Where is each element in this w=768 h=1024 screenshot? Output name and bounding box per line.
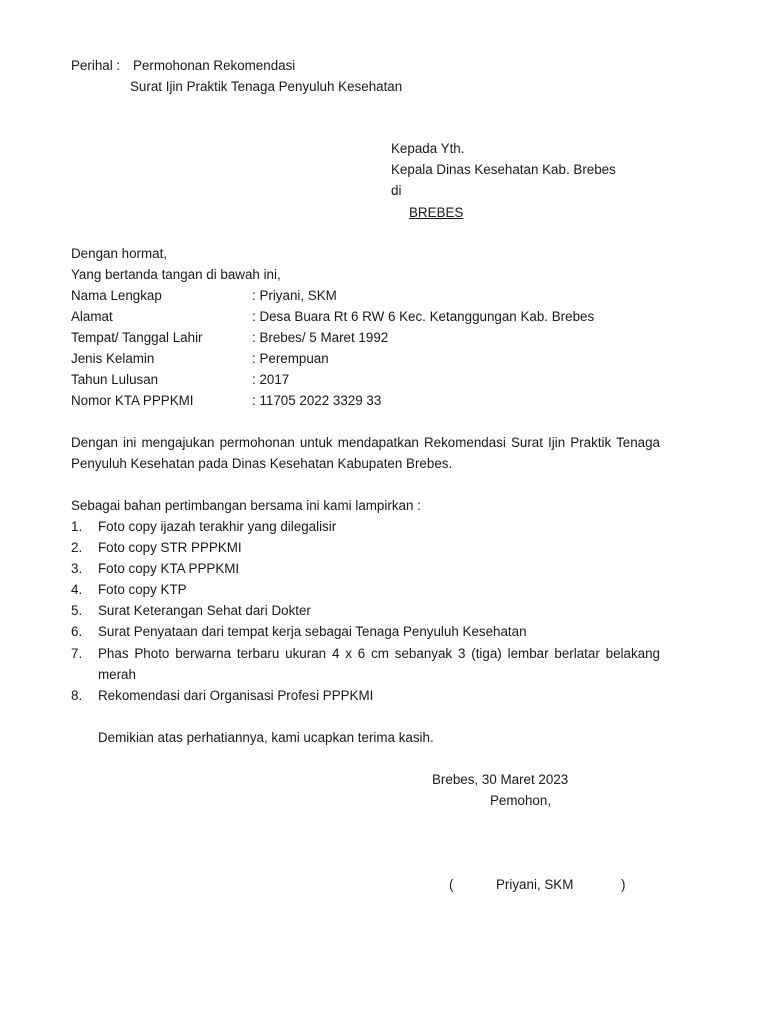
list-item-number: 7.	[71, 646, 83, 661]
identity-row-birth	[71, 327, 671, 348]
identity-label: Nomor KTA PPPKMI	[71, 393, 194, 408]
signature-name: Priyani, SKM	[496, 877, 574, 892]
list-item-number: 3.	[71, 561, 83, 576]
identity-row-gender	[71, 348, 671, 369]
greeting: Dengan hormat,	[71, 246, 168, 261]
identity-row-kta	[71, 390, 671, 411]
list-item-number: 2.	[71, 540, 83, 555]
signature-close-paren: )	[621, 877, 626, 892]
list-item-text: Foto copy ijazah terakhir yang dilegalisir	[98, 519, 337, 534]
identity-label: Nama Lengkap	[71, 288, 162, 303]
identity-value: : Brebes/ 5 Maret 1992	[252, 330, 389, 345]
identity-value: : Perempuan	[252, 351, 329, 366]
list-item-text: Foto copy KTP	[98, 582, 187, 597]
identity-value: : 11705 2022 3329 33	[252, 393, 382, 408]
subject-line-2: Surat Ijin Praktik Tenaga Penyuluh Kesehatan	[130, 79, 403, 94]
subject-line-1: Permohonan Rekomendasi	[133, 58, 296, 73]
request-paragraph: Dengan ini mengajukan permohonan untuk mendapatkan Rekomendasi Surat Ijin Praktik Tenaga Penyuluh Kesehatan pada Dinas Kesehatan Kabupaten Brebes.	[71, 435, 660, 471]
identity-label: Tempat/ Tanggal Lahir	[71, 330, 203, 345]
list-item-number: 8.	[71, 688, 83, 703]
signature-place-date: Brebes, 30 Maret 2023	[432, 772, 569, 787]
list-item-text: Phas Photo berwarna terbaru ukuran 4 x 6 cm sebanyak 3 (tiga) lembar berlatar belakang merah	[98, 646, 660, 682]
list-item-number: 6.	[71, 624, 83, 639]
signature-role: Pemohon,	[490, 793, 552, 808]
list-item-number: 4.	[71, 582, 83, 597]
recipient-line-1: Kepada Yth.	[391, 141, 465, 156]
recipient-line-2: Kepala Dinas Kesehatan Kab. Brebes	[391, 162, 616, 177]
attachments-intro: Sebagai bahan pertimbangan bersama ini kami lampirkan :	[71, 498, 421, 513]
list-item-text: Foto copy STR PPPKMI	[98, 540, 242, 555]
identity-label: Tahun Lulusan	[71, 372, 159, 387]
list-item-text: Surat Keterangan Sehat dari Dokter	[98, 603, 311, 618]
list-item-number: 1.	[71, 519, 83, 534]
identity-label: Alamat	[71, 309, 113, 324]
identity-row-graduation	[71, 369, 671, 390]
recipient-place: BREBES	[409, 205, 464, 220]
list-item-text: Rekomendasi dari Organisasi Profesi PPPKMI	[98, 688, 374, 703]
identity-label: Jenis Kelamin	[71, 351, 155, 366]
closing-text: Demikian atas perhatiannya, kami ucapkan terima kasih.	[98, 730, 434, 745]
list-item-text: Surat Penyataan dari tempat kerja sebagai Tenaga Penyuluh Kesehatan	[98, 624, 527, 639]
intro-text: Yang bertanda tangan di bawah ini,	[71, 267, 281, 282]
recipient-line-3: di	[391, 183, 402, 198]
subject-label: Perihal :	[71, 58, 121, 73]
identity-row-name	[71, 285, 671, 306]
signature-open-paren: (	[449, 877, 454, 892]
identity-value: : Desa Buara Rt 6 RW 6 Kec. Ketanggungan Kab. Brebes	[252, 309, 595, 324]
identity-value: : 2017	[252, 372, 290, 387]
list-item-text: Foto copy KTA PPPKMI	[98, 561, 240, 576]
identity-value: : Priyani, SKM	[252, 288, 337, 303]
list-item-number: 5.	[71, 603, 83, 618]
identity-row-address	[71, 306, 671, 327]
